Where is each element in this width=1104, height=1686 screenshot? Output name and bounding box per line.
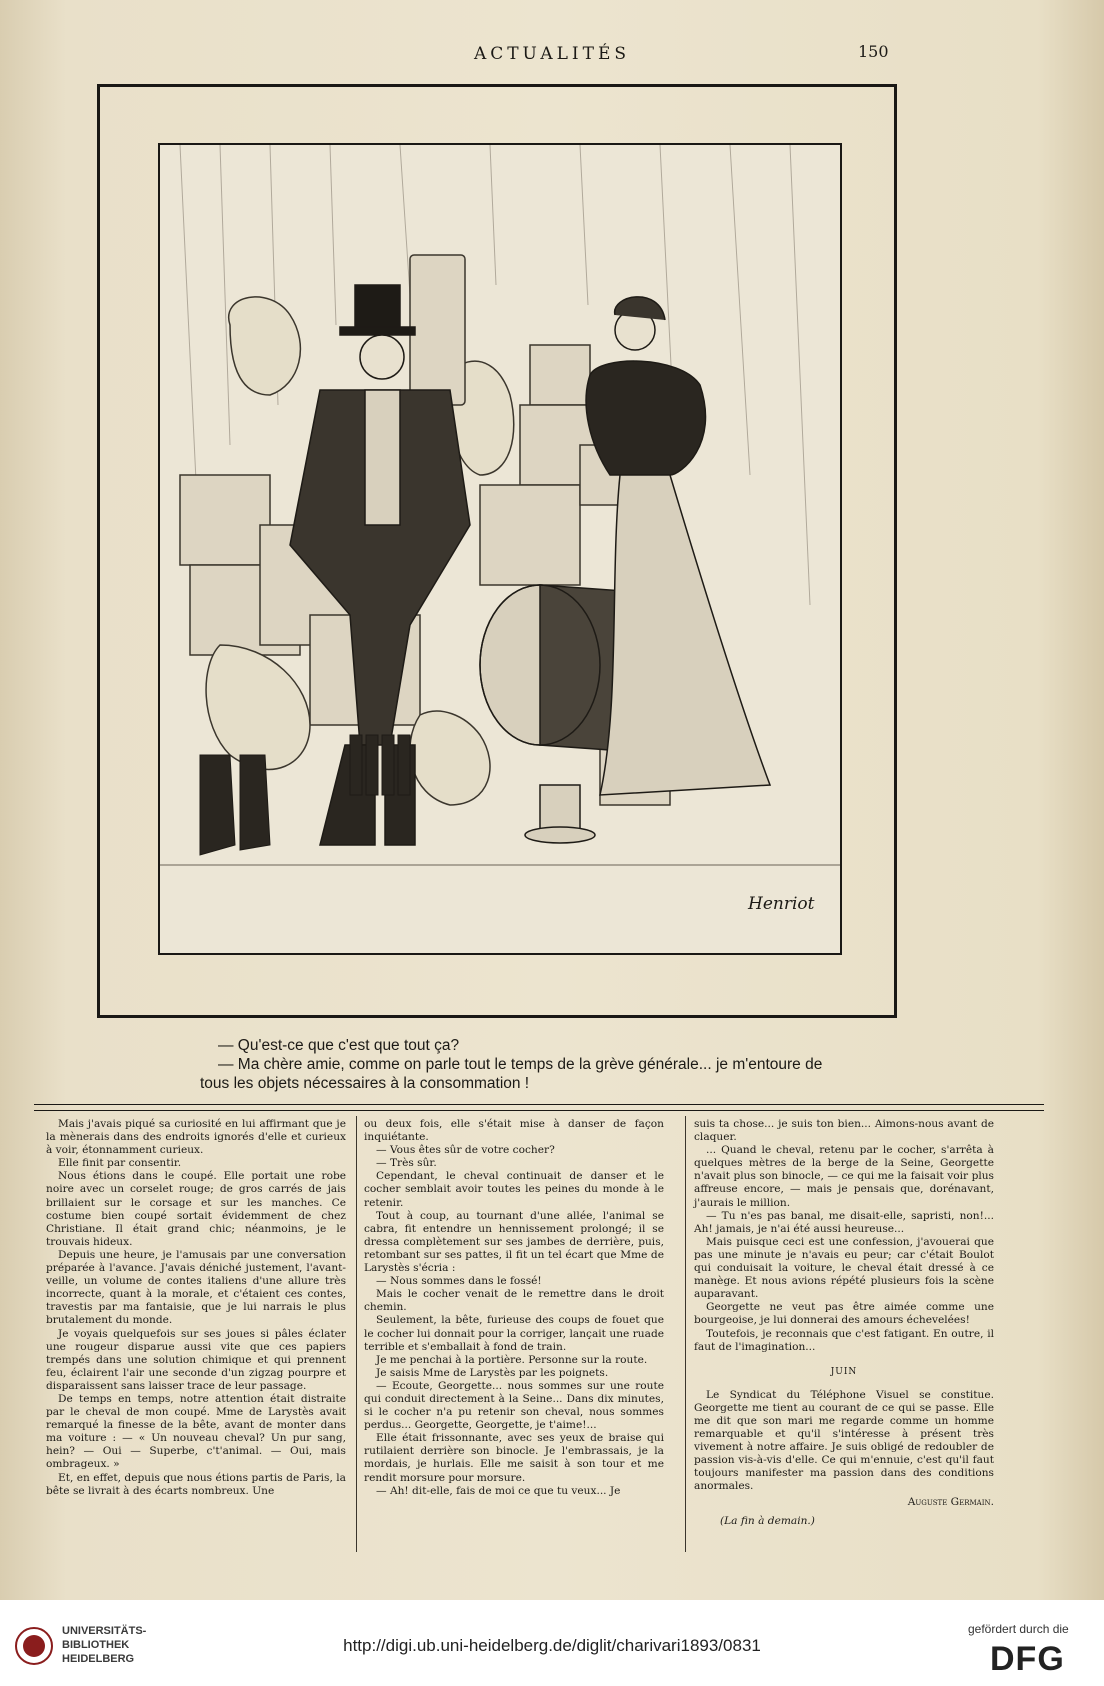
paragraph: Je me penchai à la portière. Personne sur la route. xyxy=(376,1353,648,1366)
column-divider xyxy=(685,1116,686,1552)
paragraph: — Ah! dit-elle, fais de moi ce que tu veux... Je xyxy=(376,1484,621,1497)
paragraph: Seulement, la bête, furieuse des coups de fouet que le cocher lui donnait pour la corriger, lançait une ruade terrible et s'emballait à fond de train. xyxy=(364,1314,664,1353)
source-url[interactable]: http://digi.ub.uni-heidelberg.de/diglit/charivari1893/0831 xyxy=(343,1636,761,1655)
caption-line-3: tous les objets nécessaires à la consommation ! xyxy=(200,1075,530,1092)
column-divider xyxy=(356,1116,357,1552)
institution-line: HEIDELBERG xyxy=(62,1653,135,1665)
paragraph: Toutefois, je reconnais que c'est fatigant. En outre, il faut de l'imagination... xyxy=(694,1327,994,1353)
paragraph: ... Quand le cheval, retenu par le cocher, s'arrêta à quelques mètres de la berge de la Seine, Georgette n'avait plus son binocle, — ce qui me la faisait voir plus affreuse encore, — mais je pensais que, dorénavant, j'aurais le million. xyxy=(694,1144,994,1209)
dfg-logo: DFG xyxy=(990,1640,1065,1678)
illustration-caption xyxy=(200,1036,880,1093)
paragraph: Le Syndicat du Téléphone Visuel se constitue. Georgette me tient au courant de ce qui se passe. Elle me dit que son mari me regarde comme un homme remarquable et qu'il s'intéresse à présent très vivement à notre affaire. Je suis obligé de redoubler de passion vis-à-vis d'elle. Ce qui m'ennuie, c'est qu'il faut toujours manifester ma passion dans des conditions anormales. xyxy=(694,1388,994,1493)
paragraph: Je saisis Mme de Larystès par les poignets. xyxy=(376,1366,609,1379)
paragraph: Depuis une heure, je l'amusais par une conversation préparée à l'avance. J'avais déniché justement, l'avant-veille, un volume de contes italiens d'une allure très incorrecte, quant à la morale, et c'étaient ces contes, travestis par ma fantaisie, que je lui narrais le plus brutalement du monde. xyxy=(46,1248,346,1327)
to-be-continued: (La fin à demain.) xyxy=(720,1514,815,1527)
paragraph: Je voyais quelquefois sur ses joues si pâles éclater une rougeur disparue aussi vite que ces papiers trempés dans une solution chimique et qui prennent feu, éclairent l'air une seconde d'un zigzag pourpre et disparaissent sans laisser trace de leur passage. xyxy=(46,1327,346,1392)
text-column-3 xyxy=(694,1118,994,1528)
institution-line: BIBLIOTHEK xyxy=(62,1639,130,1651)
caption-line-1: — Qu'est-ce que c'est que tout ça? xyxy=(218,1037,460,1054)
paragraph: Elle était frissonnante, avec ses yeux de braise qui rutilaient derrière son binocle. Je l'embrassais, je la mordais, je hurlais. Elle me saisit à son tour et me rendit morsure pour morsure. xyxy=(364,1432,664,1484)
funding-label: gefördert durch die xyxy=(968,1622,1069,1636)
caricature-illustration xyxy=(158,143,842,955)
paragraph: ou deux fois, elle s'était mise à danser de façon inquiétante. xyxy=(364,1118,664,1144)
paragraph: Mais le cocher venait de le remettre dans le droit chemin. xyxy=(364,1288,664,1314)
digitization-footer xyxy=(0,1600,1104,1686)
paragraph: suis ta chose... je suis ton bien... Aimons-nous avant de claquer. xyxy=(694,1118,994,1144)
paragraph: Georgette ne veut pas être aimée comme une bourgeoise, je lui donnerai des amours échevelées! xyxy=(694,1301,994,1327)
institution-line: UNIVERSITÄTS- xyxy=(62,1625,147,1637)
author-signature: Auguste Germain. xyxy=(907,1495,994,1508)
text-column-1 xyxy=(46,1118,346,1498)
running-head: ACTUALITÉS xyxy=(473,44,631,64)
paragraph: — Vous êtes sûr de votre cocher? xyxy=(376,1144,555,1157)
section-rule-thin xyxy=(34,1110,1044,1111)
paragraph: Et, en effet, depuis que nous étions partis de Paris, la bête se livrait à des écarts nombreux. Une xyxy=(46,1471,346,1497)
caption-line-2: — Ma chère amie, comme on parle tout le temps de la grève générale... je m'entoure de xyxy=(218,1056,823,1073)
artist-signature: Henriot xyxy=(748,894,815,914)
paragraph: Cependant, le cheval continuait de danser et le cocher semblait avoir toutes les peines du monde à le retenir. xyxy=(364,1170,664,1209)
paragraph: Mais j'avais piqué sa curiosité en lui affirmant que je la mènerais dans des endroits ignorés d'elle et curieux à voir, étonnamment curieux. xyxy=(46,1118,346,1157)
illustration-drawing xyxy=(160,145,840,953)
section-rule xyxy=(34,1104,1044,1105)
text-column-2 xyxy=(364,1118,664,1498)
page-number: 150 xyxy=(858,42,889,61)
paragraph: De temps en temps, notre attention était distraite par le cheval de mon coupé. Mme de Larystès avait remarqué la finesse de la bête, avant de monter dans ma voiture : — « Un nouveau cheval? Un pur sang, hein? — Oui — Superbe, c't'animal. — Oui, mais ombrageux. » xyxy=(46,1392,346,1471)
paragraph: — Tu n'es pas banal, me disait-elle, sapristi, non!... Ah! jamais, je n'ai été aussi heureuse... xyxy=(694,1209,994,1235)
paragraph: Elle finit par consentir. xyxy=(58,1157,182,1170)
paragraph: — Nous sommes dans le fossé! xyxy=(376,1275,542,1288)
section-heading: JUIN xyxy=(830,1366,858,1377)
paragraph: Tout à coup, au tournant d'une allée, l'animal se cabra, fit entendre un hennissement prolongé; il se dressa complètement sur ses jambes de derrière, puis, retombant sur ses pattes, il fit un tel écart que Mme de Larystès s'écria : xyxy=(364,1209,664,1275)
paragraph: — Ecoute, Georgette... nous sommes sur une route qui conduit directement à la Seine... Dans dix minutes, si le cocher n'a pu retenir son cheval, nous sommes perdus... Georgette, Georgette, je t'aime!... xyxy=(364,1379,664,1432)
paragraph: — Très sûr. xyxy=(376,1157,437,1170)
paragraph: Mais puisque ceci est une confession, j'avouerai que pas une minute je n'avais eu peur; car c'était Boulot qui conduisait la voiture, le cheval était dressé à ce manège. Et nous avions répété plusieurs fois la scène auparavant. xyxy=(694,1235,994,1301)
paragraph: Nous étions dans le coupé. Elle portait une robe noire avec un corselet rouge; de gros carrés de jais brillaient sur le corsage et sur les manches. Ce costume bien coupé sortait évidemment de chez Christiane. Il était grand chic; néanmoins, je le trouvais hideux. xyxy=(46,1170,346,1248)
